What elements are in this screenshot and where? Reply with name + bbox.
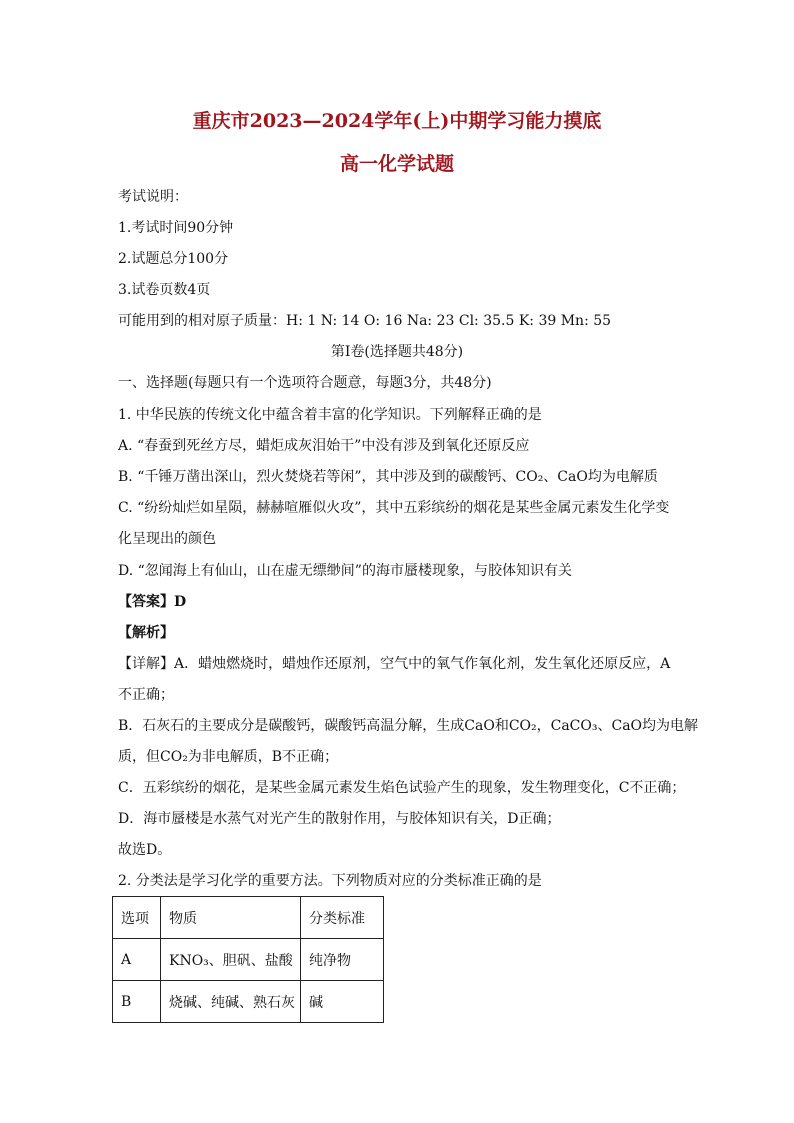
question-1-detail: 【详解】A．蜡烛燃烧时，蜡烛作还原剂，空气中的氧气作氧化剂，发生氧化还原反应，A (118, 656, 671, 672)
question-1-detail: 不正确； (118, 687, 174, 703)
table-cell: 烧碱、纯碱、熟石灰 (161, 981, 301, 1023)
table-cell: A (113, 939, 161, 981)
question-1-option-b: B. “千锤万凿出深山，烈火焚烧若等闲”，其中涉及到的碳酸钙、CO₂、CaO均为电解质 (118, 469, 658, 485)
table-cell: 碱 (301, 981, 384, 1023)
question-2-table (112, 896, 384, 1023)
question-1-stem: 1. 中华民族的传统文化中蕴含着丰富的化学知识。下列解释正确的是 (118, 407, 542, 423)
question-1-conclusion: 故选D。 (118, 842, 172, 858)
table-cell: 纯净物 (301, 939, 384, 981)
exam-note-item: 2.试题总分100分 (118, 251, 229, 267)
exam-note-item: 1.考试时间90分钟 (118, 220, 234, 236)
document-title: 重庆市2023—2024学年(上)中期学习能力摸底 (192, 110, 602, 132)
question-1-option-c-cont: 化呈现出的颜色 (118, 531, 216, 547)
table-header-cell: 物质 (161, 897, 301, 939)
table-header-row (113, 897, 384, 939)
question-1-detail: 质，但CO₂为非电解质，B不正确； (118, 749, 339, 765)
section-heading: 一、选择题(每题只有一个选项符合题意，每题3分，共48分) (118, 375, 492, 391)
atomic-masses: 可能用到的相对原子质量：H: 1 N: 14 O: 16 Na: 23 Cl: 35.5 K: 39 Mn: 55 (118, 313, 612, 329)
question-2-stem: 2. 分类法是学习化学的重要方法。下列物质对应的分类标准正确的是 (118, 873, 542, 889)
question-1-option-a: A. “春蚕到死丝方尽，蜡炬成灰泪始干”中没有涉及到氧化还原反应 (118, 438, 530, 454)
exam-note-item: 3.试卷页数4页 (118, 282, 211, 298)
question-1-detail: B．石灰石的主要成分是碳酸钙，碳酸钙高温分解，生成CaO和CO₂，CaCO₃、CaO均为电解 (118, 718, 699, 734)
question-1-detail: C．五彩缤纷的烟花，是某些金属元素发生焰色试验产生的现象，发生物理变化，C不正确； (118, 780, 686, 796)
table-header-cell: 选项 (113, 897, 161, 939)
part1-title: 第Ⅰ卷(选择题共48分) (330, 344, 464, 360)
document-subtitle: 高一化学试题 (339, 153, 454, 175)
question-1-analysis-label: 【解析】 (118, 625, 174, 641)
table-header-cell: 分类标准 (301, 897, 384, 939)
table-row (113, 981, 384, 1023)
exam-notes-heading: 考试说明： (118, 189, 188, 205)
question-1-detail: D．海市蜃楼是水蒸气对光产生的散射作用，与胶体知识有关，D正确； (118, 811, 561, 827)
question-1-answer: 【答案】D (118, 594, 187, 610)
question-1-option-c: C. “纷纷灿烂如星陨，赫赫喧雁似火攻”，其中五彩缤纷的烟花是某些金属元素发生化学变 (118, 500, 670, 516)
question-1-option-d: D. “忽闻海上有仙山，山在虚无缥缈间”的海市蜃楼现象，与胶体知识有关 (118, 563, 572, 579)
table-cell: KNO₃、胆矾、盐酸 (161, 939, 301, 981)
table-row (113, 939, 384, 981)
table-cell: B (113, 981, 161, 1023)
